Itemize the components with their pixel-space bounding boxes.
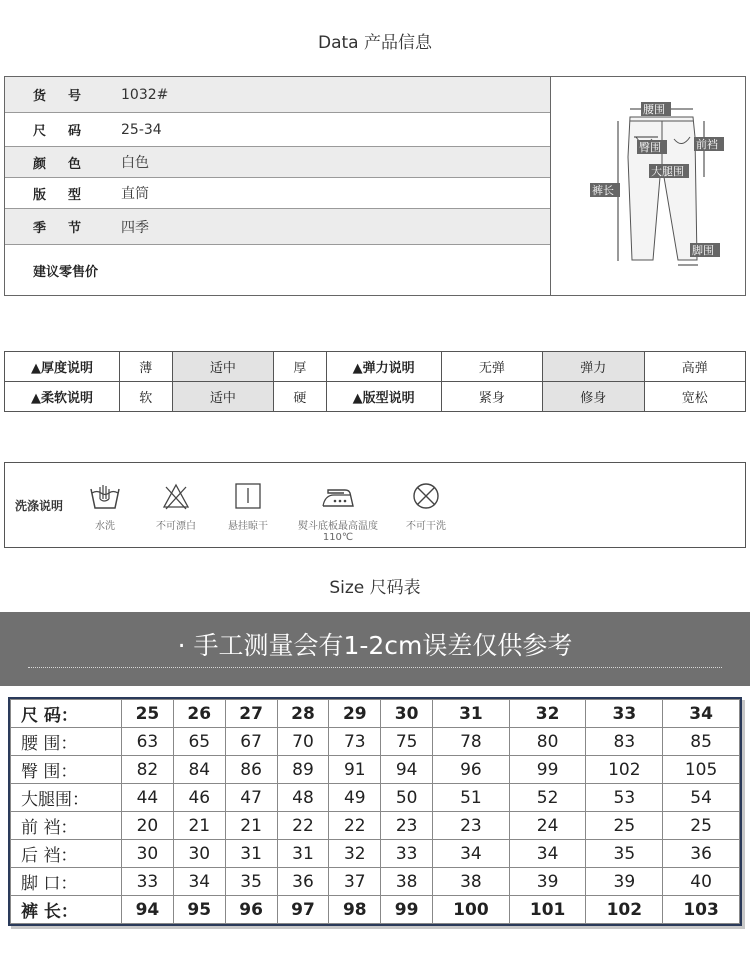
size-cell: 105 xyxy=(663,756,740,784)
diagram-label-leg-opening: 脚围 xyxy=(692,244,714,257)
size-cell: 54 xyxy=(663,784,740,812)
size-cell: 102 xyxy=(586,896,663,924)
size-cell: 75 xyxy=(381,728,433,756)
attribute-option: 硬 xyxy=(274,382,327,412)
size-cell: 99 xyxy=(509,756,586,784)
size-chart-title: Size 尺码表 xyxy=(329,578,421,598)
size-cell: 36 xyxy=(277,868,329,896)
size-row xyxy=(11,896,740,924)
attribute-option: 无弹 xyxy=(441,352,542,382)
size-cell: 70 xyxy=(277,728,329,756)
size-cell: 49 xyxy=(329,784,381,812)
size-cell: 27 xyxy=(225,700,277,728)
size-row xyxy=(11,840,740,868)
attribute-row xyxy=(5,352,746,382)
wash-item-label: 不可干洗 xyxy=(406,521,446,532)
size-cell: 82 xyxy=(122,756,174,784)
attribute-option-selected: 修身 xyxy=(543,382,644,412)
size-header-row xyxy=(11,700,740,728)
size-cell: 34 xyxy=(663,700,740,728)
info-label: 版型 xyxy=(33,187,104,203)
size-row-label: 前 裆： xyxy=(11,812,122,840)
size-cell: 33 xyxy=(381,840,433,868)
size-cell: 53 xyxy=(586,784,663,812)
size-cell: 85 xyxy=(663,728,740,756)
size-table-wrapper xyxy=(8,697,742,926)
product-info-box xyxy=(4,76,746,296)
info-value: 直筒 xyxy=(121,186,149,202)
info-row-color xyxy=(5,147,551,178)
attribute-row xyxy=(5,382,746,412)
diagram-label-waist: 腰围 xyxy=(643,103,665,116)
size-row xyxy=(11,756,740,784)
size-cell: 26 xyxy=(173,700,225,728)
size-cell: 73 xyxy=(329,728,381,756)
size-cell: 51 xyxy=(433,784,510,812)
diagram-label-length: 裤长 xyxy=(592,184,614,197)
attribute-table xyxy=(4,351,746,412)
measurement-note-banner xyxy=(0,612,750,686)
size-cell: 96 xyxy=(433,756,510,784)
banner-dotted-line xyxy=(28,667,722,668)
size-table xyxy=(10,699,740,924)
thickness-label: ▲厚度说明 xyxy=(5,352,120,382)
size-cell: 95 xyxy=(173,896,225,924)
info-label: 货号 xyxy=(33,89,104,104)
size-cell: 44 xyxy=(122,784,174,812)
measurement-note-text: · 手工测量会有1-2cm误差仅供参考 xyxy=(177,631,573,660)
iron-icon xyxy=(320,481,356,511)
size-cell: 86 xyxy=(225,756,277,784)
wash-item-label: 悬挂晾干 xyxy=(228,521,268,532)
size-cell: 20 xyxy=(122,812,174,840)
size-cell: 33 xyxy=(586,700,663,728)
size-cell: 91 xyxy=(329,756,381,784)
wash-item-label: 不可漂白 xyxy=(156,521,196,532)
info-label: 季节 xyxy=(33,221,104,236)
size-cell: 30 xyxy=(381,700,433,728)
size-cell: 97 xyxy=(277,896,329,924)
wash-item xyxy=(403,481,449,532)
attribute-option-selected: 适中 xyxy=(172,382,273,412)
size-cell: 94 xyxy=(122,896,174,924)
size-cell: 32 xyxy=(509,700,586,728)
size-cell: 83 xyxy=(586,728,663,756)
size-cell: 22 xyxy=(329,812,381,840)
size-cell: 33 xyxy=(122,868,174,896)
info-label: 建议零售价 xyxy=(33,264,99,280)
size-row xyxy=(11,868,740,896)
size-row xyxy=(11,784,740,812)
size-cell: 35 xyxy=(225,868,277,896)
wash-item xyxy=(223,481,273,532)
size-cell: 48 xyxy=(277,784,329,812)
size-cell: 21 xyxy=(173,812,225,840)
size-cell: 84 xyxy=(173,756,225,784)
size-cell: 39 xyxy=(586,868,663,896)
info-row-fit xyxy=(5,178,551,209)
size-cell: 99 xyxy=(381,896,433,924)
size-cell: 36 xyxy=(663,840,740,868)
size-cell: 67 xyxy=(225,728,277,756)
attribute-option: 宽松 xyxy=(644,382,745,412)
wash-item xyxy=(283,481,393,543)
size-cell: 21 xyxy=(225,812,277,840)
size-cell: 40 xyxy=(663,868,740,896)
hand-wash-icon xyxy=(88,481,122,511)
size-cell: 101 xyxy=(509,896,586,924)
size-cell: 47 xyxy=(225,784,277,812)
size-row xyxy=(11,728,740,756)
size-cell: 29 xyxy=(329,700,381,728)
wash-item xyxy=(151,481,201,532)
size-cell: 80 xyxy=(509,728,586,756)
size-cell: 46 xyxy=(173,784,225,812)
info-value: 25-34 xyxy=(121,121,162,138)
size-cell: 50 xyxy=(381,784,433,812)
size-row-label: 腰 围： xyxy=(11,728,122,756)
size-cell: 103 xyxy=(663,896,740,924)
size-cell: 28 xyxy=(277,700,329,728)
size-cell: 34 xyxy=(509,840,586,868)
size-cell: 37 xyxy=(329,868,381,896)
elasticity-label: ▲弹力说明 xyxy=(326,352,441,382)
info-label: 尺码 xyxy=(33,124,104,139)
wash-item-label: 熨斗底板最高温度110℃ xyxy=(298,521,378,543)
size-cell: 38 xyxy=(381,868,433,896)
product-info-title: Data 产品信息 xyxy=(318,33,432,53)
size-row-label: 臀 围： xyxy=(11,756,122,784)
info-label: 颜色 xyxy=(33,156,104,172)
wash-item xyxy=(85,481,125,532)
size-cell: 52 xyxy=(509,784,586,812)
attribute-option: 紧身 xyxy=(441,382,542,412)
info-value: 1032# xyxy=(121,86,169,103)
size-cell: 94 xyxy=(381,756,433,784)
attribute-option-selected: 弹力 xyxy=(543,352,644,382)
size-cell: 34 xyxy=(173,868,225,896)
pants-outline xyxy=(628,117,697,260)
size-cell: 89 xyxy=(277,756,329,784)
size-row xyxy=(11,812,740,840)
info-divider xyxy=(550,77,551,295)
diagram-label-front-rise: 前裆 xyxy=(696,138,718,151)
size-cell: 25 xyxy=(122,700,174,728)
size-row-label: 后 裆： xyxy=(11,840,122,868)
info-row-retail-price xyxy=(5,245,551,295)
size-cell: 31 xyxy=(277,840,329,868)
size-cell: 65 xyxy=(173,728,225,756)
size-row-label: 脚 口： xyxy=(11,868,122,896)
softness-label: ▲柔软说明 xyxy=(5,382,120,412)
no-bleach-icon xyxy=(161,481,191,511)
size-cell: 23 xyxy=(433,812,510,840)
size-cell: 23 xyxy=(381,812,433,840)
fit-label: ▲版型说明 xyxy=(326,382,441,412)
size-cell: 78 xyxy=(433,728,510,756)
wash-item-label: 水洗 xyxy=(95,521,115,532)
size-cell: 100 xyxy=(433,896,510,924)
size-cell: 98 xyxy=(329,896,381,924)
size-cell: 30 xyxy=(173,840,225,868)
size-cell: 24 xyxy=(509,812,586,840)
size-cell: 34 xyxy=(433,840,510,868)
diagram-label-thigh: 大腿围 xyxy=(651,165,684,178)
attribute-option: 软 xyxy=(120,382,173,412)
size-cell: 38 xyxy=(433,868,510,896)
line-dry-icon xyxy=(233,481,263,511)
size-cell: 22 xyxy=(277,812,329,840)
info-row-sku xyxy=(5,77,551,113)
size-cell: 31 xyxy=(225,840,277,868)
attribute-option: 厚 xyxy=(274,352,327,382)
size-cell: 31 xyxy=(433,700,510,728)
no-dry-clean-icon xyxy=(411,481,441,511)
attribute-option-selected: 适中 xyxy=(172,352,273,382)
size-cell: 63 xyxy=(122,728,174,756)
size-cell: 96 xyxy=(225,896,277,924)
pants-measurement-diagram xyxy=(552,77,745,295)
size-cell: 25 xyxy=(663,812,740,840)
size-row-label: 尺 码： xyxy=(11,700,122,728)
size-cell: 39 xyxy=(509,868,586,896)
diagram-label-hip: 臀围 xyxy=(639,141,661,154)
size-row-label: 大腿围： xyxy=(11,784,122,812)
info-row-size xyxy=(5,113,551,147)
wash-instructions-box xyxy=(4,462,746,548)
wash-title: 洗涤说明 xyxy=(15,499,64,513)
info-value: 四季 xyxy=(121,219,149,236)
size-cell: 35 xyxy=(586,840,663,868)
size-cell: 102 xyxy=(586,756,663,784)
attribute-option: 薄 xyxy=(120,352,173,382)
size-cell: 32 xyxy=(329,840,381,868)
info-row-season xyxy=(5,209,551,245)
size-cell: 30 xyxy=(122,840,174,868)
size-row-label: 裤 长： xyxy=(11,896,122,924)
info-value: 白色 xyxy=(121,155,149,171)
size-cell: 25 xyxy=(586,812,663,840)
attribute-option: 高弹 xyxy=(644,352,745,382)
